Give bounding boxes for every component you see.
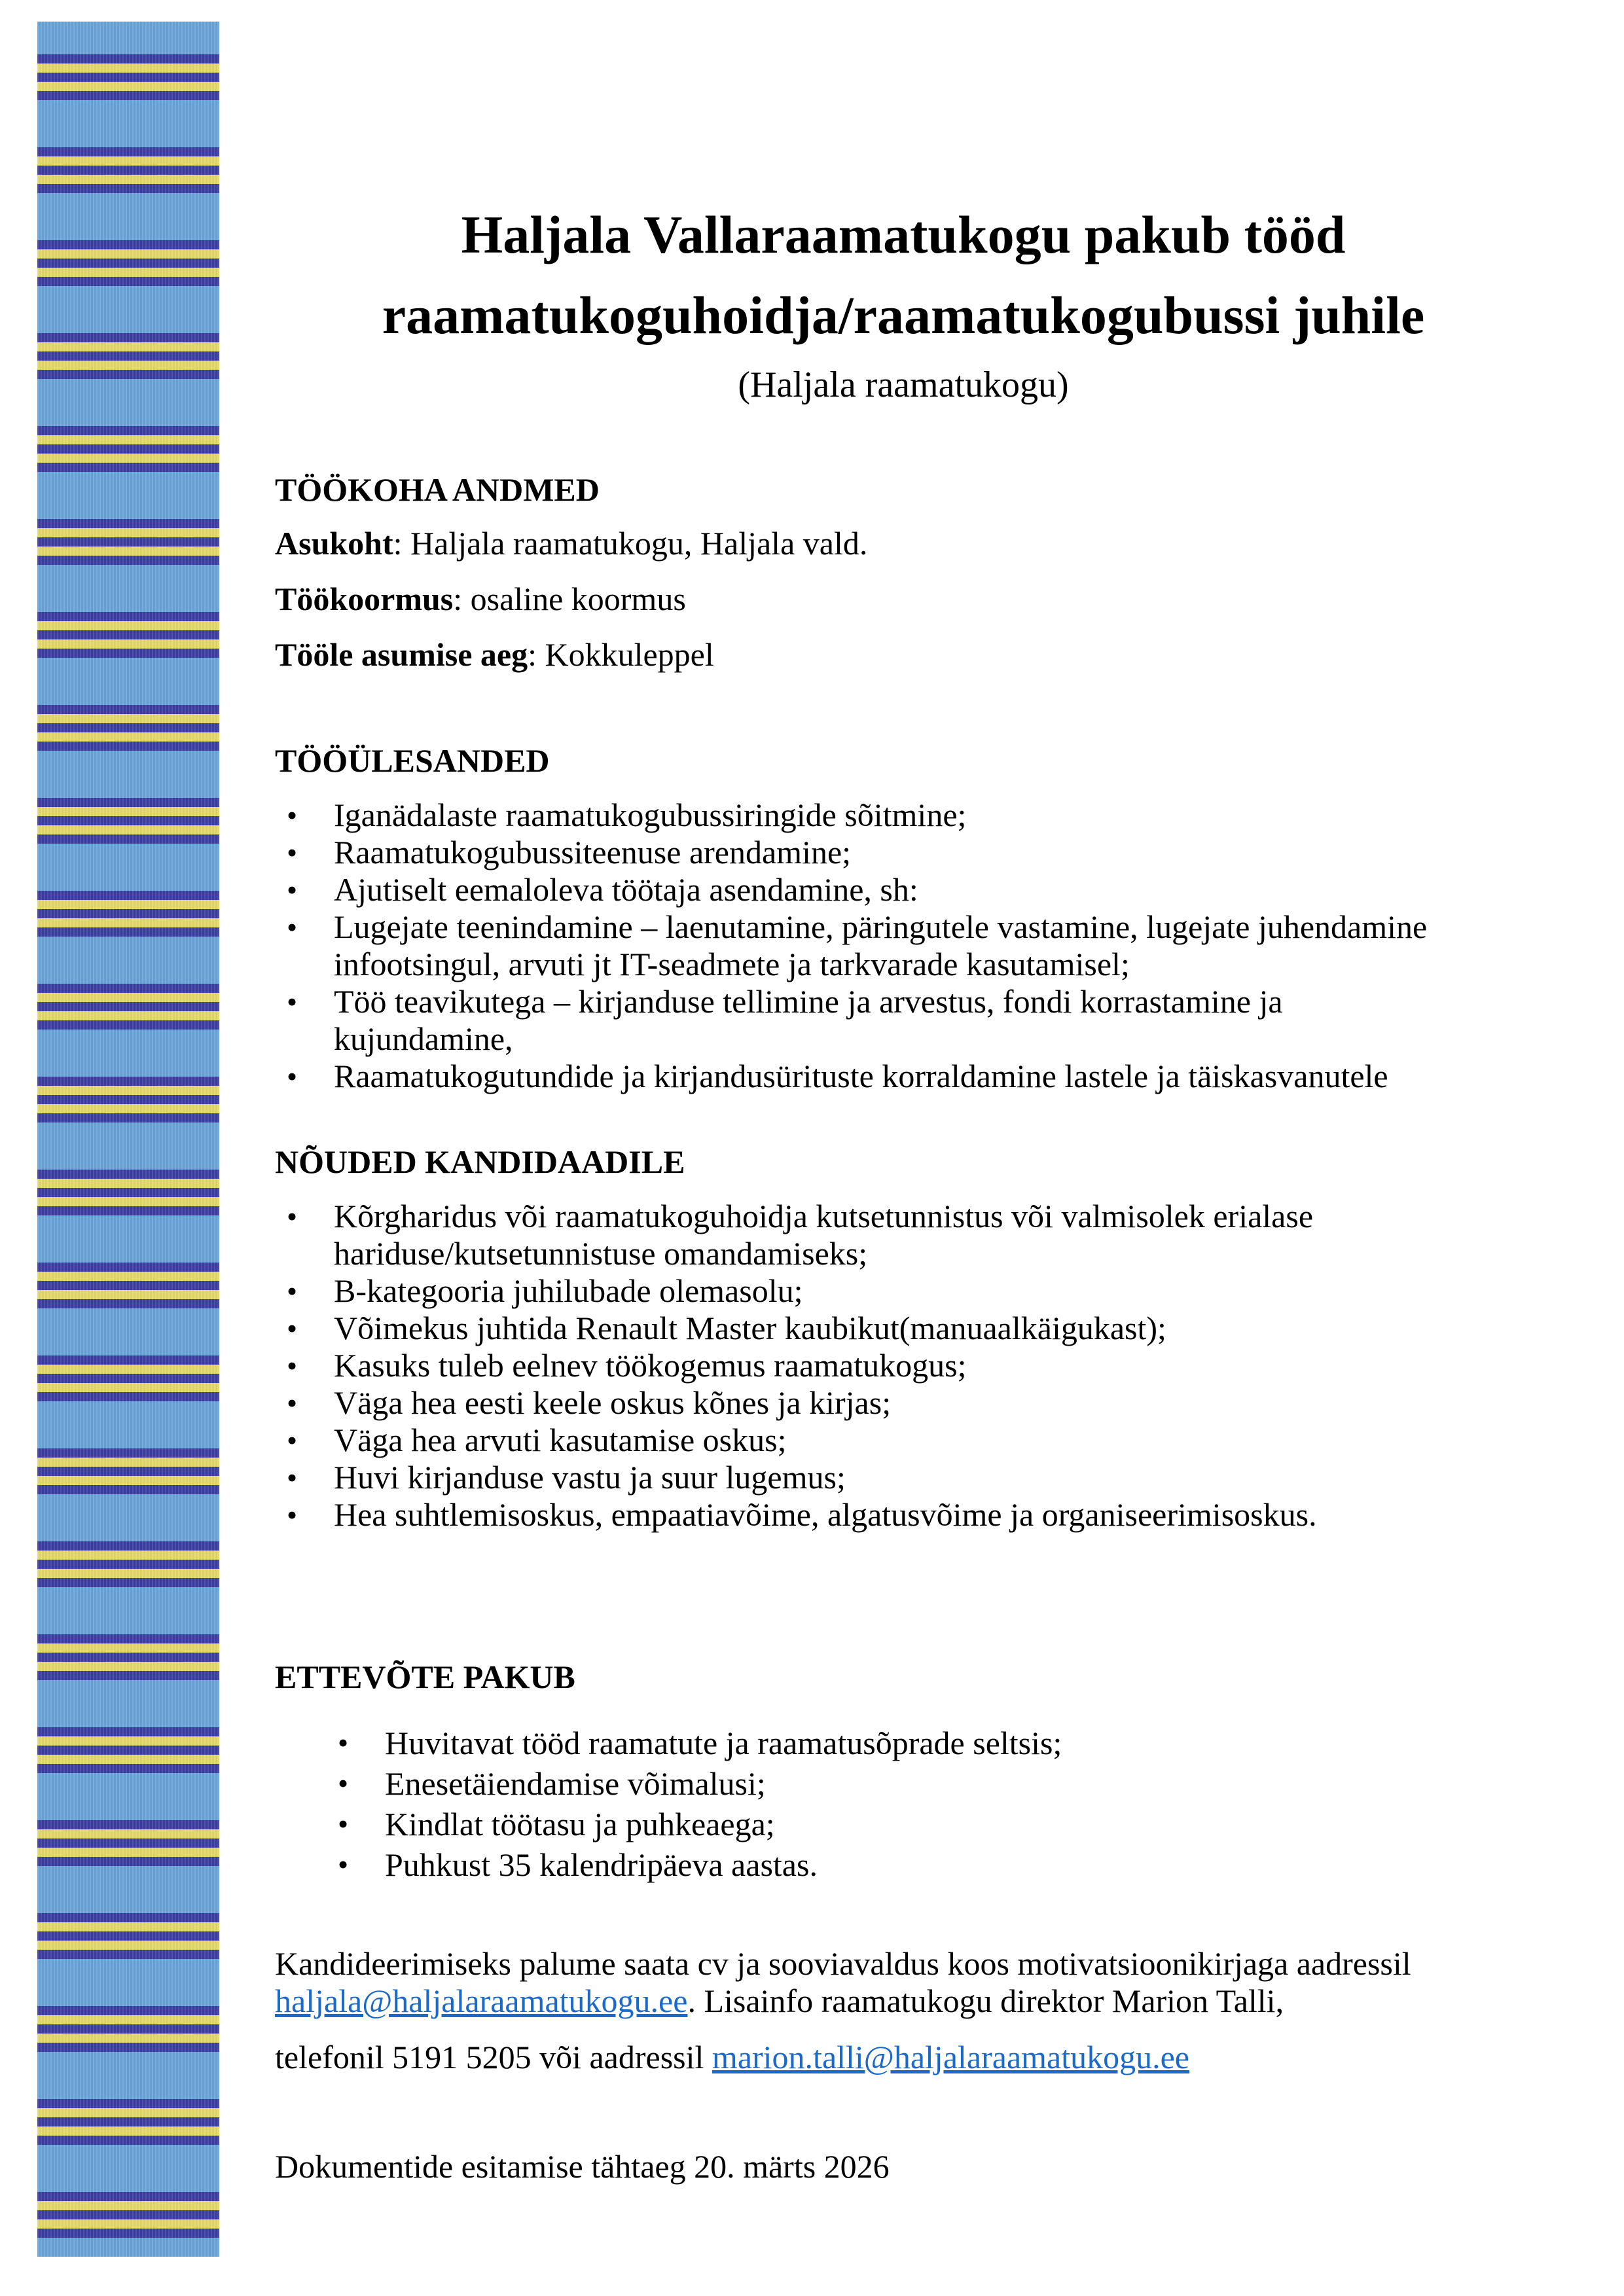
bullet-icon: •	[287, 1200, 298, 1233]
phone-text: telefonil 5191 5205 või aadressil	[275, 2039, 712, 2075]
list-item	[275, 1459, 1466, 1496]
field-row-workload	[275, 571, 1466, 627]
requirement-item-text: Väga hea eesti keele oskus kõnes ja kirjas;	[334, 1384, 892, 1421]
job-title	[340, 194, 1466, 355]
email-link-haljala[interactable]: haljala@haljalaraamatukogu.ee	[275, 1982, 688, 2019]
bullet-icon: •	[287, 1312, 298, 1345]
requirement-item-text: Kõrgharidus või raamatukoguhoidja kutsetunnistus või valmisolek erialase hariduse/kutsetunnistuse omandamiseks;	[334, 1198, 1314, 1272]
requirement-item-text: Huvi kirjanduse vastu ja suur lugemus;	[334, 1459, 846, 1496]
bullet-icon: •	[338, 1767, 349, 1800]
field-label-start-date: Tööle asumise aeg	[275, 636, 528, 673]
list-item	[275, 834, 1466, 871]
bullet-icon: •	[287, 1424, 298, 1457]
job-title-line2: raamatukoguhoidja/raamatukogubussi juhile	[382, 285, 1425, 345]
list-item	[275, 1422, 1466, 1459]
requirement-item-text: Väga hea arvuti kasutamise oskus;	[334, 1422, 787, 1458]
application-instructions	[275, 1945, 1447, 2020]
task-item-text: Raamatukogubussiteenuse arendamine;	[334, 834, 852, 870]
requirement-item-text: B-kategooria juhilubade olemasolu;	[334, 1272, 803, 1309]
offer-item-text: Huvitavat tööd raamatute ja raamatusõprade seltsis;	[385, 1725, 1062, 1761]
field-row-start-date	[275, 627, 1466, 683]
list-item	[275, 1272, 1466, 1310]
list-item	[275, 1763, 1466, 1804]
bullet-icon: •	[287, 985, 298, 1018]
list-item	[275, 1496, 1466, 1534]
bullet-icon: •	[287, 1461, 298, 1494]
list-item	[275, 1058, 1466, 1095]
bullet-icon: •	[287, 1060, 298, 1093]
section-heading-requirements: NÕUDED KANDIDAADILE	[275, 1143, 685, 1180]
task-item-text: Lugejate teenindamine – laenutamine, päringutele vastamine, lugejate juhendamine infootsingul, arvuti jt IT-seadmete ja tarkvarade kasutamisel;	[334, 908, 1428, 982]
bullet-icon: •	[287, 1498, 298, 1532]
deadline-line: Dokumentide esitamise tähtaeg 20. märts 2026	[275, 2148, 890, 2185]
field-label-location: Asukoht	[275, 525, 393, 562]
title-block	[275, 0, 1466, 408]
list-item	[275, 1198, 1466, 1272]
list-item	[275, 1384, 1466, 1422]
section-heading-tasks: TÖÖÜLESANDED	[275, 742, 550, 779]
task-item-text: Ajutiselt eemaloleva töötaja asendamine, sh:	[334, 871, 918, 908]
list-item	[275, 797, 1466, 834]
list-item	[275, 1804, 1466, 1844]
field-value-workload: : osaline koormus	[453, 581, 686, 617]
list-item	[275, 871, 1466, 908]
offer-item-text: Kindlat töötasu ja puhkeaega;	[385, 1806, 775, 1842]
bullet-icon: •	[287, 1274, 298, 1308]
contact-text-before-email: Kandideerimiseks palume saata cv ja sooviavaldus koos motivatsioonikirjaga aadressil	[275, 1945, 1411, 1982]
bullet-icon: •	[287, 873, 298, 906]
task-item-text: Töö teavikutega – kirjanduse tellimine ja arvestus, fondi korrastamine ja kujundamine,	[334, 983, 1283, 1057]
bullet-icon: •	[338, 1807, 349, 1840]
offer-list	[275, 1723, 1466, 1885]
requirement-item-text: Kasuks tuleb eelnev töökogemus raamatukogus;	[334, 1347, 967, 1384]
task-item-text: Raamatukogutundide ja kirjandusürituste korraldamine lastele ja täiskasvanutele	[334, 1058, 1388, 1094]
section-heading-offer: ETTEVÕTE PAKUB	[275, 1659, 575, 1695]
offer-item-text: Puhkust 35 kalendripäeva aastas.	[385, 1846, 818, 1883]
bullet-icon: •	[287, 798, 298, 832]
list-item	[275, 1347, 1466, 1384]
email-link-marion[interactable]: marion.talli@haljalaraamatukogu.ee	[712, 2039, 1189, 2075]
field-row-location	[275, 516, 1466, 571]
job-title-line1: Haljala Vallaraamatukogu pakub tööd	[461, 205, 1346, 264]
workplace-fields	[275, 516, 1466, 683]
bullet-icon: •	[338, 1848, 349, 1881]
bullet-icon: •	[287, 1349, 298, 1382]
list-item	[275, 1723, 1466, 1763]
list-item	[275, 1844, 1466, 1885]
requirement-item-text: Hea suhtlemisoskus, empaatiavõime, algatusvõime ja organiseerimisoskus.	[334, 1496, 1317, 1533]
bullet-icon: •	[287, 910, 298, 944]
field-value-location: : Haljala raamatukogu, Haljala vald.	[393, 525, 868, 562]
job-subtitle: (Haljala raamatukogu)	[738, 365, 1069, 405]
requirements-list	[275, 1198, 1466, 1534]
bullet-icon: •	[287, 836, 298, 869]
offer-item-text: Enesetäiendamise võimalusi;	[385, 1765, 766, 1802]
list-item	[275, 983, 1466, 1058]
bullet-icon: •	[287, 1386, 298, 1420]
document-content	[275, 0, 1466, 2185]
contact-phone-line	[275, 2039, 1447, 2076]
field-label-workload: Töökoormus	[275, 581, 454, 617]
field-value-start-date: : Kokkuleppel	[528, 636, 714, 673]
contact-text-after-email: . Lisainfo raamatukogu direktor Marion Talli,	[687, 1982, 1284, 2019]
list-item	[275, 908, 1466, 983]
section-heading-workplace: TÖÖKOHA ANDMED	[275, 471, 600, 508]
bullet-icon: •	[338, 1726, 349, 1759]
task-item-text: Iganädalaste raamatukogubussiringide sõitmine;	[334, 797, 967, 833]
requirement-item-text: Võimekus juhtida Renault Master kaubikut(manuaalkäigukast);	[334, 1310, 1166, 1346]
tasks-list	[275, 797, 1466, 1095]
folk-ribbon-band	[37, 22, 219, 2257]
list-item	[275, 1310, 1466, 1347]
